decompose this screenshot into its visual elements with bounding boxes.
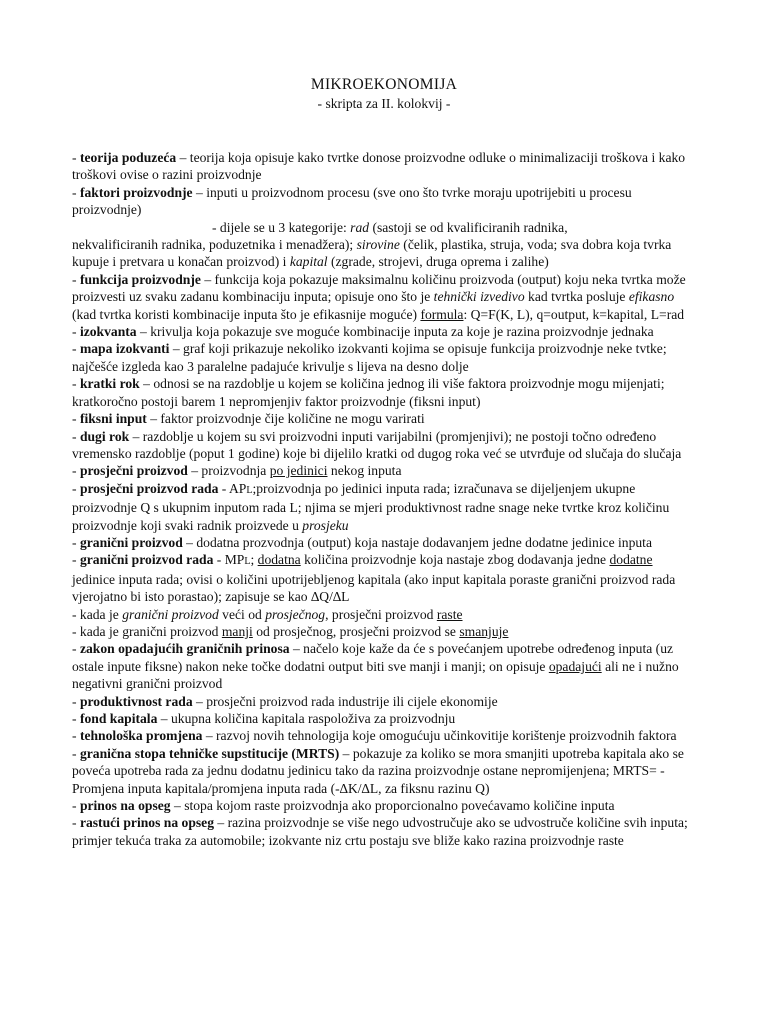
paragraph (72, 184, 696, 219)
text-segment: – pokazuje za koliko se mora smanjiti upotreba kapitala ako se poveća upotreba rada za jednu dodatnu jedinicu tako da razina proizvodnje ostane nepromijenjena; MRTS= - Promjena inputa kapitala/promjena inputa rada (-∆K/∆L, za fiksnu razinu Q) (72, 745, 684, 796)
text-segment: – ukupna količina kapitala raspoloživa za proizvodnju (157, 711, 456, 726)
paragraph (72, 236, 696, 271)
text-segment: - (72, 480, 80, 496)
text-segment: - MP (213, 552, 245, 568)
term: zakon opadajućih graničnih prinosa (79, 641, 290, 657)
term: teorija poduzeća (79, 150, 177, 165)
text-segment: dodatne (609, 552, 653, 568)
text-segment: – inputi u proizvodnom procesu (sve ono što tvrke moraju upotrijebiti u procesu proizvodnje) (72, 184, 632, 218)
text-segment: - (72, 745, 80, 761)
text-segment: smanjuje (459, 623, 509, 639)
paragraph (72, 814, 696, 849)
paragraph (72, 710, 696, 727)
document-body (72, 149, 696, 849)
paragraph (72, 640, 696, 692)
text-segment: efikasno (628, 289, 675, 305)
paragraph (72, 149, 696, 184)
text-segment: - (72, 552, 80, 568)
text-segment: prosječnog (265, 606, 326, 622)
paragraph (72, 551, 696, 605)
text-segment: ;proizvodnja po jedinici inputa rada; izračunava se dijeljenjem ukupne proizvodnje Q s ukupnim inputom rada L; njima se mjeri produktivnost radne snage neke tvrtke kroz količinu proizvodnje koji svaki radnik proizvede u (72, 480, 670, 533)
text-segment: manji (221, 623, 253, 639)
term: produktivnost rada (79, 693, 193, 709)
text-segment: - (72, 728, 80, 744)
paragraph (72, 745, 696, 797)
text-segment: , prosječni proizvod (325, 606, 437, 622)
text-segment: (zgrade, strojevi, druga oprema i zalihe) (327, 254, 549, 270)
text-segment: - (72, 534, 80, 550)
text-segment: – razvoj novih tehnologija koje omogućuju učinkovitije korištenje proizvodnih faktora (202, 728, 677, 744)
paragraph (72, 623, 696, 640)
text-segment: dodatna (257, 552, 301, 568)
paragraph (72, 534, 696, 551)
text-segment: veći od (218, 606, 266, 622)
text-segment: nekvalificiranih radnika, poduzetnika i menadžera); (72, 237, 357, 253)
text-segment: raste (436, 606, 463, 622)
text-segment: opadajući (548, 658, 602, 674)
document-subtitle: - skripta za II. kolokvij - (317, 96, 451, 111)
paragraph (72, 797, 696, 814)
text-segment: ; (250, 552, 258, 568)
text-segment: (sastoji se od kvalificiranih radnika, (369, 219, 568, 235)
document-title: MIKROEKONOMIJA (310, 76, 458, 93)
text-segment: - (72, 798, 80, 814)
text-segment: - (72, 815, 80, 831)
term: kratki rok (79, 376, 140, 392)
text-segment: jedinice inputa rada; ovisi o količini upotrijebljenog kapitala (ako input kapitala poraste granični proizvod rada vjerojatno bi isto porastao); zapisuje se kao ∆Q/∆L (72, 571, 676, 605)
text-segment: - (72, 711, 80, 726)
paragraph (72, 727, 696, 744)
paragraph (72, 693, 696, 710)
text-segment: - kada je granični proizvod (72, 623, 222, 639)
text-segment: – razdoblje u kojem su svi proizvodni inputi varijabilni (promjenjivi); ne postoji točno određeno vremensko razdoblje (poput 1 godine) koje bi dijelilo kratki od dugog roka već se utvrđuje od slučaja do slučaja (72, 428, 682, 461)
text-segment: – teorija koja opisuje kako tvrtke donose proizvodne odluke o minimalizaciji troškova i kako troškovi ovise o razini proizvodnje (72, 150, 686, 183)
text-segment: : Q=F(K, L), q=output, k=kapital, L=rad (463, 306, 685, 322)
text-segment: nekog inputa (327, 463, 402, 479)
text-segment: po jedinici (269, 463, 328, 479)
text-segment: tehnički izvedivo (433, 289, 525, 305)
text-segment: - (72, 641, 80, 657)
text-segment: – načelo koje kaže da će s povećanjem upotrebe određenog inputa (uz ostale inpute fiksne) nakon neke točke dodatni output biti sve manji i manji; on opisuje (72, 641, 674, 674)
text-segment: kad tvrtka posluje (524, 289, 629, 305)
paragraph (72, 410, 696, 427)
paragraph (72, 323, 696, 340)
term: granični proizvod rada (79, 552, 214, 568)
term: granična stopa tehničke supstitucije (MRTS) (79, 745, 340, 761)
text-segment: ali ne i nužno negativni granični proizvod (72, 658, 679, 692)
paragraph (72, 271, 696, 323)
term: fond kapitala (79, 711, 158, 726)
text-segment: – razina proizvodnje se više nego udvostručuje ako se udvostruče količine svih inputa; primjer tekuća traka za automobile; izokvante niz crtu postaju sve bliže kako razina proizvodnje raste (72, 815, 688, 848)
text-segment: - (72, 150, 80, 165)
text-segment: – graf koji prikazuje nekoliko izokvanti kojima se opisuje funkcija proizvodnje neke tvtke; najčešće izgleda kao 3 paralelne padajuće krivulje s lijeva na desno dolje (72, 341, 667, 374)
term: mapa izokvanti (79, 341, 170, 357)
text-segment: - (72, 324, 80, 340)
paragraph (72, 606, 696, 623)
paragraph (72, 219, 696, 236)
term: izokvanta (79, 324, 137, 340)
paragraph (72, 375, 696, 410)
term: rastući prinos na opseg (79, 815, 215, 831)
text-segment: od prosječnog, prosječni proizvod se (252, 623, 460, 639)
text-segment: – funkcija koja pokazuje maksimalnu količinu proizvoda (output) koju neka tvrtka može proizvesti uz svaku zadanu kombinaciju inputa; opisuje ono što je (72, 271, 686, 305)
text-segment: L (244, 556, 251, 568)
term: dugi rok (79, 428, 130, 444)
term: granični proizvod (79, 534, 183, 550)
paragraph (72, 480, 696, 534)
term: fiksni input (79, 411, 147, 427)
text-segment: količina proizvodnje koja nastaje zbog dodavanja jedne (300, 552, 610, 568)
text-segment: – dodatna prozvodnja (output) koja nastaje dodavanjem jedne dodatne jedinice inputa (182, 534, 652, 550)
text-segment: - dijele se u 3 kategorije: (212, 219, 351, 235)
text-segment: kapital (289, 254, 328, 270)
term: prinos na opseg (79, 798, 171, 814)
term: prosječni proizvod (79, 463, 188, 479)
text-segment: L (246, 484, 253, 496)
text-segment: (čelik, plastika, struja, voda; sva dobra koja tvrka kupuje i pretvara u konačan proizvod) i (72, 237, 672, 270)
paragraph (72, 428, 696, 463)
text-segment: (kad tvrtka koristi kombinacije inputa što je efikasnije moguće) (72, 306, 421, 322)
text-segment: - (72, 184, 80, 200)
paragraph (72, 340, 696, 375)
text-segment: - (72, 271, 80, 287)
text-segment: – odnosi se na razdoblje u kojem se količina jednog ili više faktora proizvodnje mogu mijenjati; kratkoročno postoji barem 1 nepromjenjiv faktor proizvodnje (fiksni input) (72, 376, 665, 409)
text-segment: formula (420, 306, 464, 322)
text-segment: prosjeku (302, 517, 349, 533)
text-segment: - (72, 376, 80, 392)
text-segment: granični proizvod (122, 606, 219, 622)
text-segment: rad (350, 219, 370, 235)
paragraph (72, 462, 696, 479)
text-segment: - kada je (72, 606, 123, 622)
text-segment: - (72, 693, 80, 709)
text-segment: - AP (218, 480, 247, 496)
text-segment: - (72, 341, 80, 357)
text-segment: – proizvodnja (187, 463, 270, 479)
text-segment: – stopa kojom raste proizvodnja ako proporcionalno povećavamo količine inputa (170, 798, 615, 814)
text-segment: - (72, 428, 80, 444)
text-segment: sirovine (356, 237, 400, 253)
text-segment: – prosječni proizvod rada industrije ili cijele ekonomije (192, 693, 498, 709)
term: prosječni proizvod rada (79, 480, 219, 496)
text-segment: - (72, 463, 80, 479)
text-segment: – faktor proizvodnje čije količine ne mogu varirati (146, 411, 425, 427)
term: tehnološka promjena (79, 728, 203, 744)
term: faktori proizvodnje (79, 184, 193, 200)
term: funkcija proizvodnje (79, 271, 201, 287)
text-segment: - (72, 411, 80, 427)
text-segment: – krivulja koja pokazuje sve moguće kombinacije inputa za koje je razina proizvodnje jednaka (136, 324, 654, 340)
